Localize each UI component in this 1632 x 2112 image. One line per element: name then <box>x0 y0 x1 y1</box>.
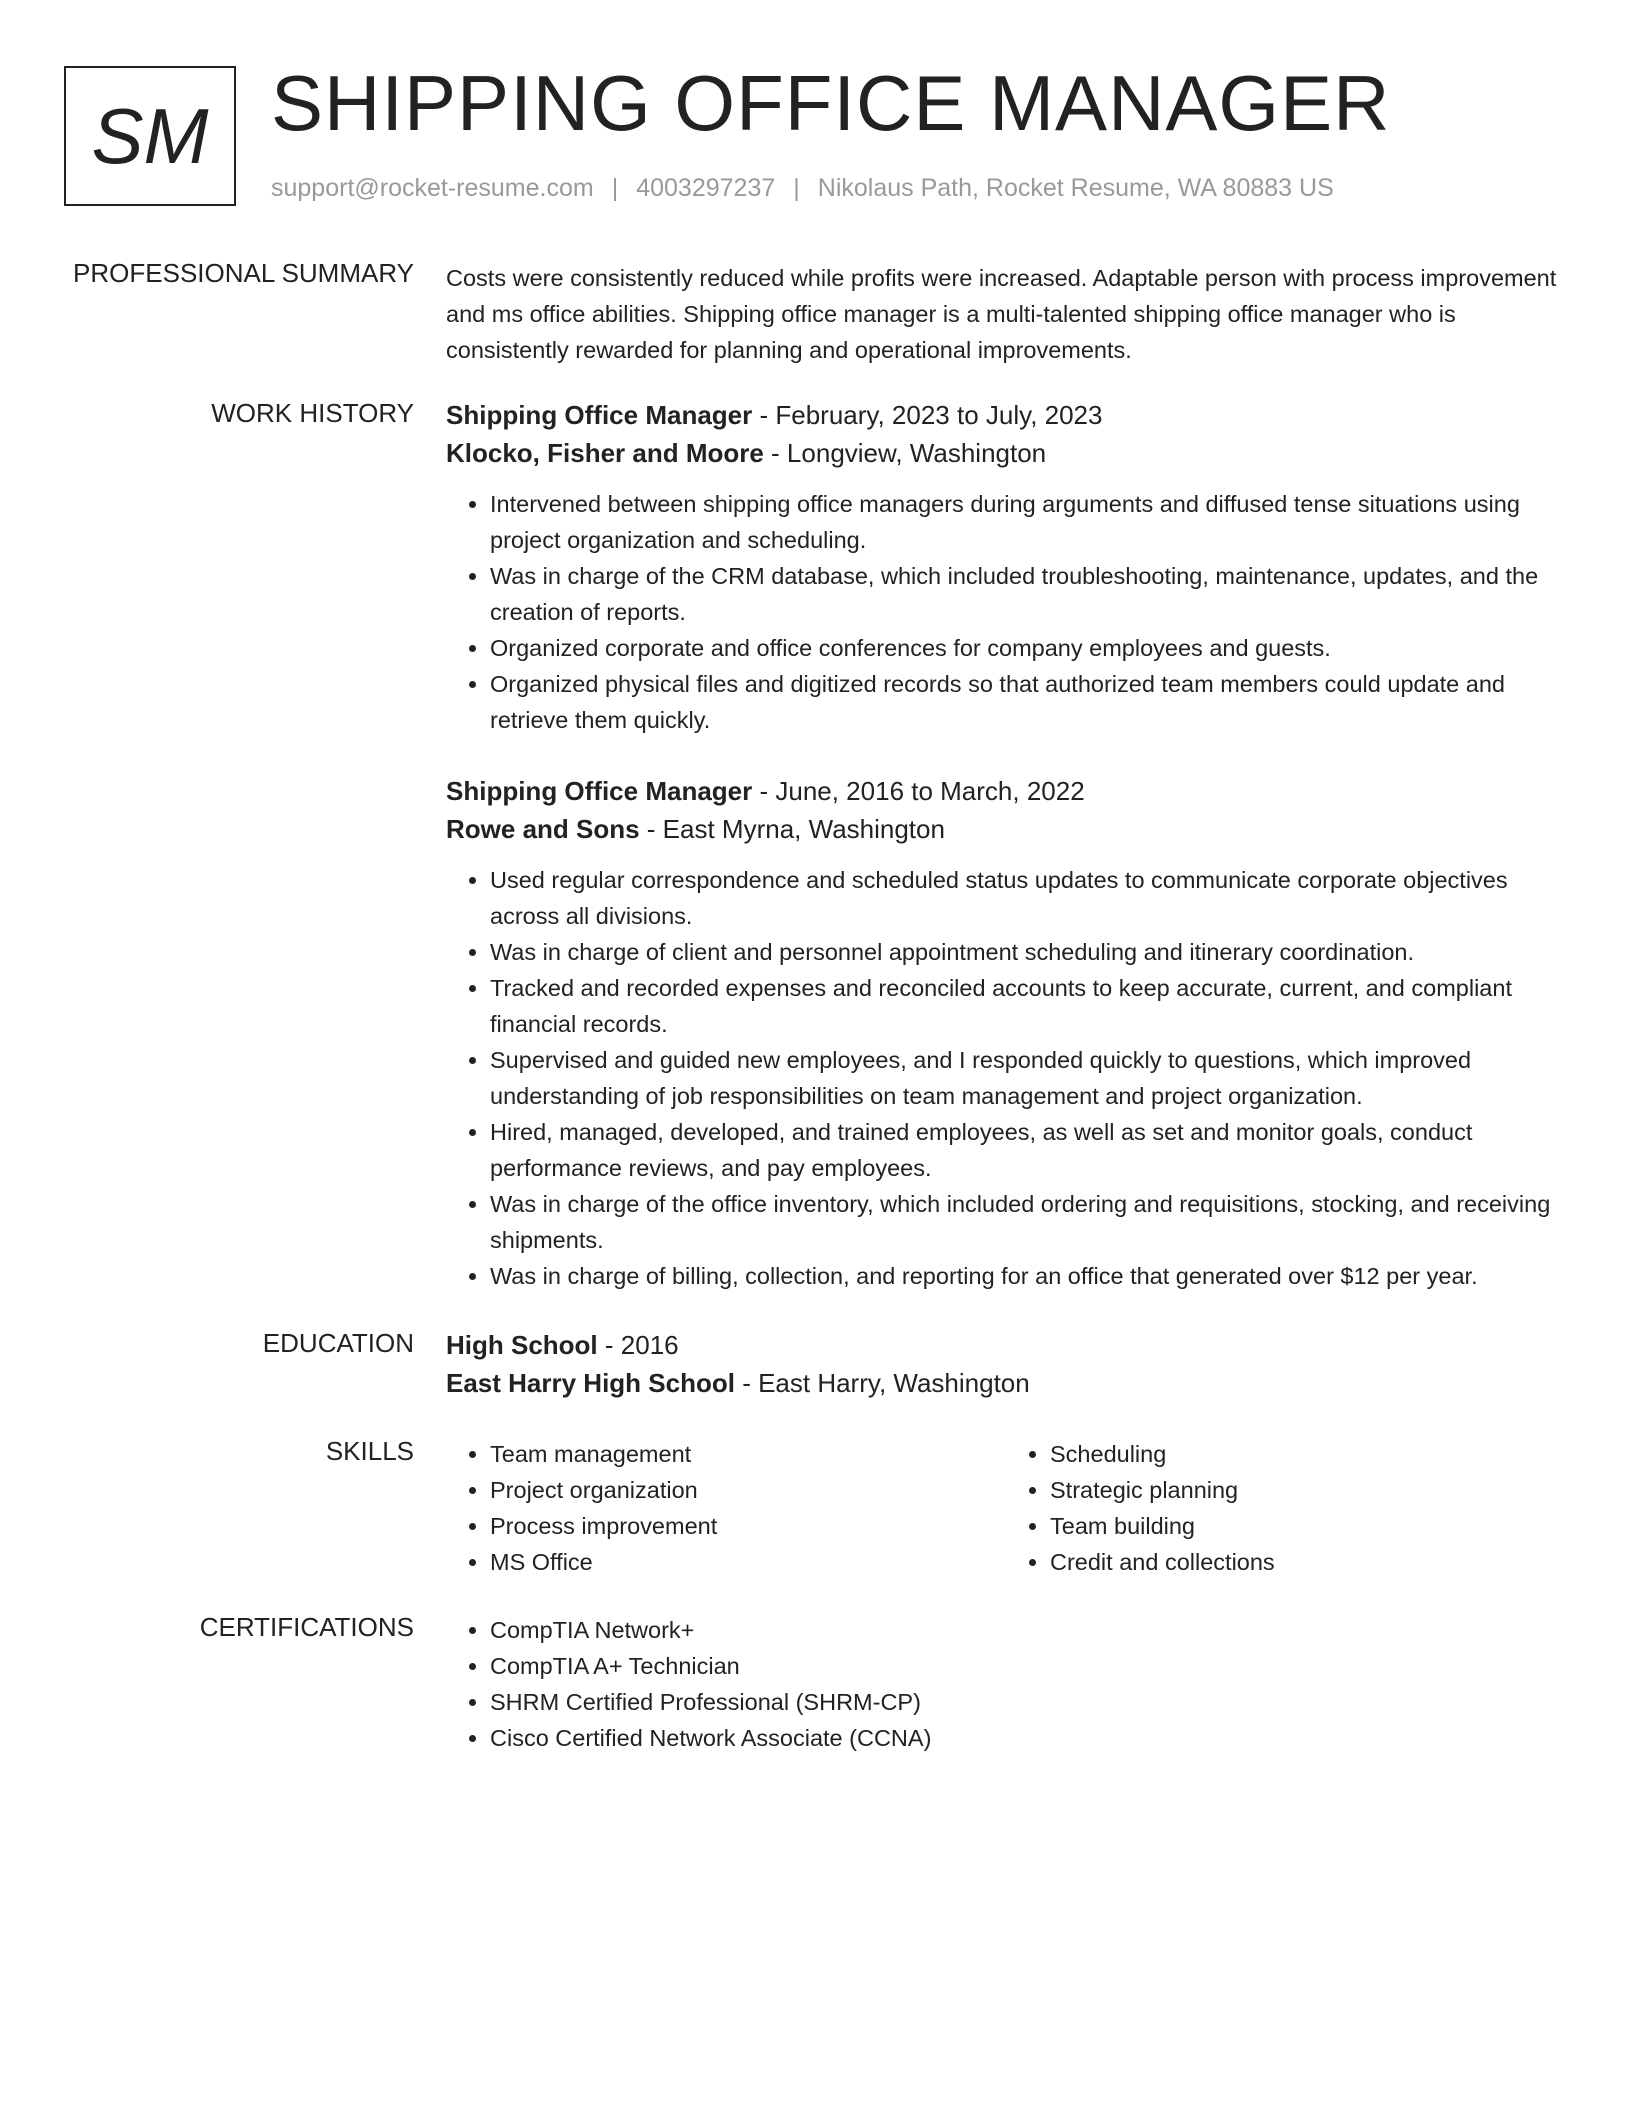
skills-column-2 <box>1006 1436 1566 1580</box>
list-item: • Strategic planning <box>1050 1472 1566 1508</box>
school-line <box>446 1364 1566 1402</box>
job-bullets <box>446 862 1566 1294</box>
list-item: • Intervened between shipping office managers during arguments and diffused tense situations using project organization and scheduling. <box>490 486 1566 558</box>
job-bullets <box>446 486 1566 738</box>
section-label: PROFESSIONAL SUMMARY <box>73 258 414 288</box>
skills-list <box>446 1436 1566 1580</box>
job-title: Shipping Office Manager <box>446 400 753 430</box>
job-title-line <box>446 396 1566 434</box>
list-item: • Team management <box>490 1436 1006 1472</box>
list-item: • Organized corporate and office conferences for company employees and guests. <box>490 630 1566 666</box>
list-item: • CompTIA A+ Technician <box>490 1648 1566 1684</box>
list-item: • Cisco Certified Network Associate (CCNA) <box>490 1720 1566 1756</box>
list-item: • Used regular correspondence and scheduled status updates to communicate corporate objectives across all divisions. <box>490 862 1566 934</box>
job-entry <box>446 396 1566 738</box>
section-label: EDUCATION <box>262 1328 414 1358</box>
job-company-line <box>446 810 1566 848</box>
degree-year: - 2016 <box>597 1330 679 1360</box>
job-company: Rowe and Sons <box>446 814 640 844</box>
list-item: • Was in charge of billing, collection, and reporting for an office that generated over $12 per year. <box>490 1258 1566 1294</box>
contact-separator: | <box>611 174 619 202</box>
list-item: • Project organization <box>490 1472 1006 1508</box>
certifications-list <box>446 1612 1566 1756</box>
job-title-line <box>446 772 1566 810</box>
degree-line <box>446 1326 1566 1364</box>
list-item: • Supervised and guided new employees, and I responded quickly to questions, which improved understanding of job responsibilities on team management and project organization. <box>490 1042 1566 1114</box>
contact-line <box>271 174 1334 203</box>
section-label: SKILLS <box>325 1436 414 1466</box>
job-company: Klocko, Fisher and Moore <box>446 438 764 468</box>
page-title: SHIPPING OFFICE MANAGER <box>271 59 1391 147</box>
skills-column-1 <box>446 1436 1006 1580</box>
degree: High School <box>446 1330 598 1360</box>
list-item: • Process improvement <box>490 1508 1006 1544</box>
certifications-bullets <box>446 1612 1566 1756</box>
summary-text: Costs were consistently reduced while profits were increased. Adaptable person with process improvement and ms office abilities. Shipping office manager is a multi-talented shipping office manager who is consistently rewarded for planning and operational improvements. <box>446 265 1557 363</box>
contact-separator: | <box>793 174 800 202</box>
contact-address: Nikolaus Path, Rocket Resume, WA 80883 US <box>817 174 1334 202</box>
job-dates: - February, 2023 to July, 2023 <box>752 400 1103 430</box>
contact-email[interactable]: support@rocket-resume.com <box>271 174 594 202</box>
monogram-logo: SM <box>64 66 236 206</box>
list-item: • Tracked and recorded expenses and reconciled accounts to keep accurate, current, and compliant financial records. <box>490 970 1566 1042</box>
list-item: • Organized physical files and digitized records so that authorized team members could update and retrieve them quickly. <box>490 666 1566 738</box>
contact-phone[interactable]: 4003297237 <box>636 174 776 202</box>
list-item: • SHRM Certified Professional (SHRM-CP) <box>490 1684 1566 1720</box>
job-location: - East Myrna, Washington <box>639 814 945 844</box>
school-location: - East Harry, Washington <box>734 1368 1030 1398</box>
list-item: • Credit and collections <box>1050 1544 1566 1580</box>
list-item: • CompTIA Network+ <box>490 1612 1566 1648</box>
list-item: • Was in charge of client and personnel appointment scheduling and itinerary coordination. <box>490 934 1566 970</box>
section-label: WORK HISTORY <box>211 398 414 428</box>
list-item: • Was in charge of the CRM database, which included troubleshooting, maintenance, updates, and the creation of reports. <box>490 558 1566 630</box>
list-item: • Team building <box>1050 1508 1566 1544</box>
education-entry <box>446 1326 1566 1402</box>
list-item: • Was in charge of the office inventory, which included ordering and requisitions, stocking, and receiving shipments. <box>490 1186 1566 1258</box>
list-item: • Scheduling <box>1050 1436 1566 1472</box>
school-name: East Harry High School <box>446 1368 735 1398</box>
job-location: - Longview, Washington <box>763 438 1047 468</box>
list-item: • Hired, managed, developed, and trained employees, as well as set and monitor goals, conduct performance reviews, and pay employees. <box>490 1114 1566 1186</box>
list-item: • MS Office <box>490 1544 1006 1580</box>
job-company-line <box>446 434 1566 472</box>
job-entry <box>446 772 1566 1294</box>
job-dates: - June, 2016 to March, 2022 <box>752 776 1085 806</box>
section-label: CERTIFICATIONS <box>199 1612 414 1642</box>
job-title: Shipping Office Manager <box>446 776 753 806</box>
